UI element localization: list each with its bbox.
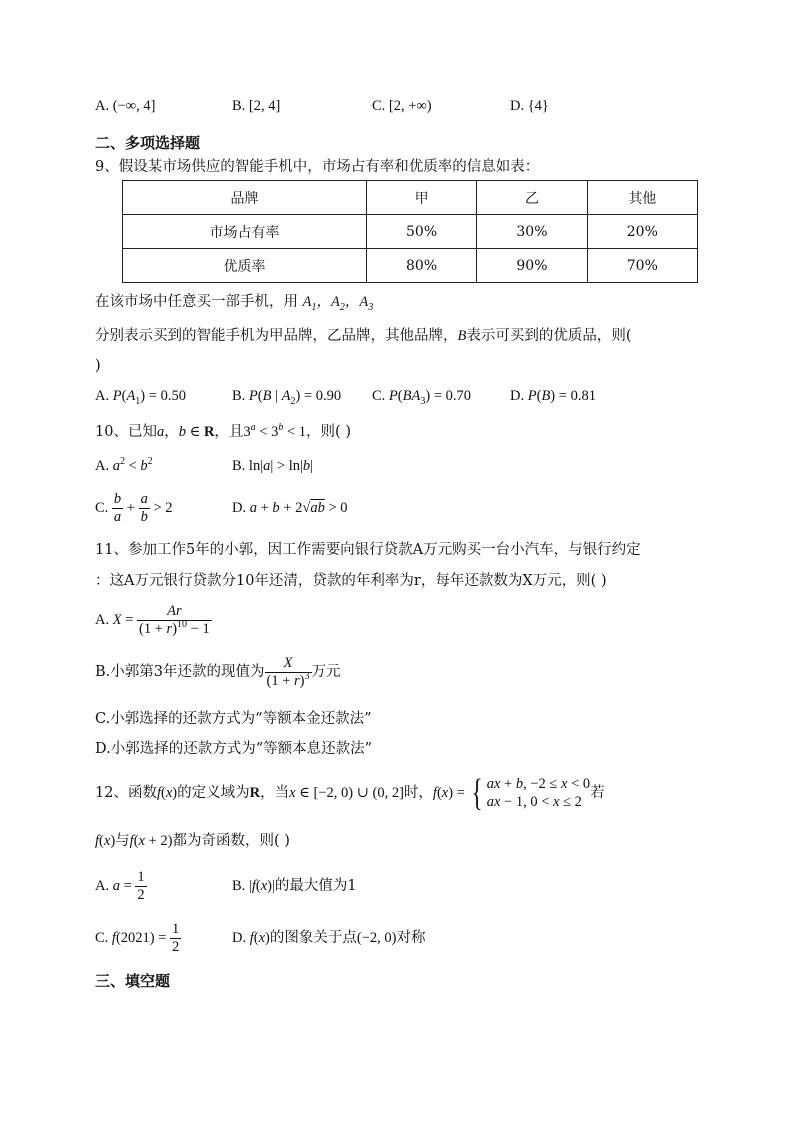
table-cell: 市场占有率 (123, 215, 367, 249)
section-title-fill-in-blank: 三、填空题 (95, 972, 171, 990)
table-header-cell: 乙 (477, 181, 587, 215)
q10-option-c-label: C. (95, 500, 109, 516)
q11-option-b-suffix: 万元 (311, 664, 341, 680)
q11-option-b: B.小郭第3年还款的现值为 $\frac{X}{(1 + r)^3}$ 万元 (95, 654, 341, 689)
q9-text-2-a: 分别表示买到的智能手机为甲品牌，乙品牌，其他品牌， (95, 328, 458, 344)
q8-option-a: A. (−∞, 4] (95, 98, 156, 114)
table-cell: 30% (477, 215, 587, 249)
q8-option-d: D. {4} (510, 98, 549, 114)
q12-stem-a: 12、函数 (95, 785, 157, 801)
q12-stem-c: ，当 (260, 785, 290, 801)
q9-event-symbols: $A_1$，$A_2$，$A_3$ (302, 294, 374, 313)
q9-option-d: D. P(B) = 0.81 (510, 388, 596, 404)
q12-brace: { (472, 772, 484, 814)
q12-stem-line-2: f(x)与f(x + 2)都为奇函数，则( ) (95, 833, 290, 849)
q9-option-c: C. $P(BA_3) = 0.70$ (372, 388, 471, 407)
q10-option-a-label: A. (95, 458, 110, 474)
q9-option-c-value: = 0.70 (433, 388, 471, 404)
q11-stem-line-2: ：这A万元银行贷款分10年还清，贷款的年利率为r，每年还款数为X万元，则( ) (95, 573, 607, 589)
q9-option-d-value: = 0.81 (558, 388, 596, 404)
q12-line2-b: 都为奇函数，则( ) (172, 833, 290, 849)
table-header-row (123, 181, 698, 215)
q9-text-3: ) (95, 358, 101, 374)
table-cell: 50% (366, 215, 476, 249)
section-title-multiple-choice: 二、多项选择题 (95, 134, 201, 152)
q9-option-b: B. P(B | $A_2) = 0.90$ (232, 388, 342, 407)
q11-option-a: A. X = $\frac{Ar}{(1 + r)^{10} - 1}$ (95, 603, 210, 638)
q12-option-c: C. f(2021) = $\frac{1}{2}$ (95, 921, 180, 956)
q9-stem: 9、假设某市场供应的智能手机中，市场占有率和优质率的信息如表： (95, 159, 540, 175)
table-cell: 70% (587, 249, 697, 283)
table-header-cell: 品牌 (123, 181, 367, 215)
table-cell: 90% (477, 249, 587, 283)
table-header-cell: 甲 (366, 181, 476, 215)
q9-text-1-label: 在该市场中任意买一部手机，用 (95, 294, 298, 310)
q12-stem: 12、函数f(x)的定义域为R，当x ∈ [−2, 0) ∪ (0, 2]时，f(x) = { ax + b, −2 ≤ x < 0 ax − 1, 0 < x ≤ 2 若 (95, 772, 605, 814)
table-header-cell: 其他 (587, 181, 697, 215)
table-cell: 优质率 (123, 249, 367, 283)
q10-option-b-label: B. (232, 458, 246, 474)
q12-option-d: D. f(x)的图象关于点(−2, 0)对称 (232, 930, 426, 946)
q12-stem-b: 的定义域为 (177, 785, 250, 801)
q12-option-b-suffix: 的最大值为1 (274, 878, 357, 894)
q12-option-a: A. a = $\frac{1}{2}$ (95, 869, 145, 904)
q10-condition: $3^a < 3^b < 1$ (243, 422, 307, 440)
q11-option-b-prefix: B.小郭第3年还款的现值为 (95, 664, 265, 680)
q9-option-b-value: = 0.90 (303, 388, 342, 404)
q10-stem-c: ，则( ) (306, 424, 351, 440)
q8-option-c: C. [2, +∞) (372, 98, 432, 114)
q10-stem-a: 10、已知 (95, 424, 157, 440)
q9-text-2 (95, 326, 632, 346)
q9-text-1 (95, 292, 373, 312)
q12-option-b: B. |f(x)|的最大值为1 (232, 878, 357, 894)
table-cell: 80% (366, 249, 476, 283)
q9-market-table (122, 180, 698, 283)
q9-option-a-value: = 0.50 (148, 388, 186, 404)
q12-stem-e: 若 (590, 785, 605, 801)
q9-symbol-b: B (457, 328, 467, 344)
table-cell: 20% (587, 215, 697, 249)
table-row (123, 249, 698, 283)
q10-option-a: A. $a^2 < b^2$ (95, 456, 153, 474)
table-row (123, 215, 698, 249)
q10-option-c: C. $\frac{b}{a}$ + $\frac{a}{b}$ > 2 (95, 491, 173, 526)
q9-option-a: A. $P(A_1) = 0.50$ (95, 388, 186, 407)
q8-option-b: B. [2, 4] (232, 98, 281, 114)
q12-line2-a: 与 (115, 833, 130, 849)
q10-option-b: B. ln|a| > ln|b| (232, 458, 314, 474)
q11-stem-line-1: 11、参加工作5年的小郭，因工作需要向银行贷款A万元购买一台小汽车，与银行约定 (95, 542, 641, 558)
q10-option-d-label: D. (232, 500, 247, 516)
q10-stem-b: ，且 (214, 424, 244, 440)
q12-piecewise: ax + b, −2 ≤ x < 0 ax − 1, 0 < x ≤ 2 (486, 776, 591, 810)
q11-option-c: C.小郭选择的还款方式为“等额本金还款法” (95, 711, 372, 727)
q11-option-d: D.小郭选择的还款方式为“等额本息还款法” (95, 741, 373, 757)
q12-stem-d: 时， (403, 785, 433, 801)
q12-option-d-suffix: 的图象关于点 (269, 930, 357, 946)
q10-option-d: D. a + b + 2√ab > 0 (232, 500, 348, 516)
q9-text-2-b: 表示可买到的优质品，则( (466, 328, 632, 344)
q10-vars: a (156, 424, 165, 440)
q10-stem: 10、已知a，b ∈ R，且$3^a < 3^b < 1$，则( ) (95, 422, 351, 440)
q12-option-d-end: 对称 (396, 930, 426, 946)
